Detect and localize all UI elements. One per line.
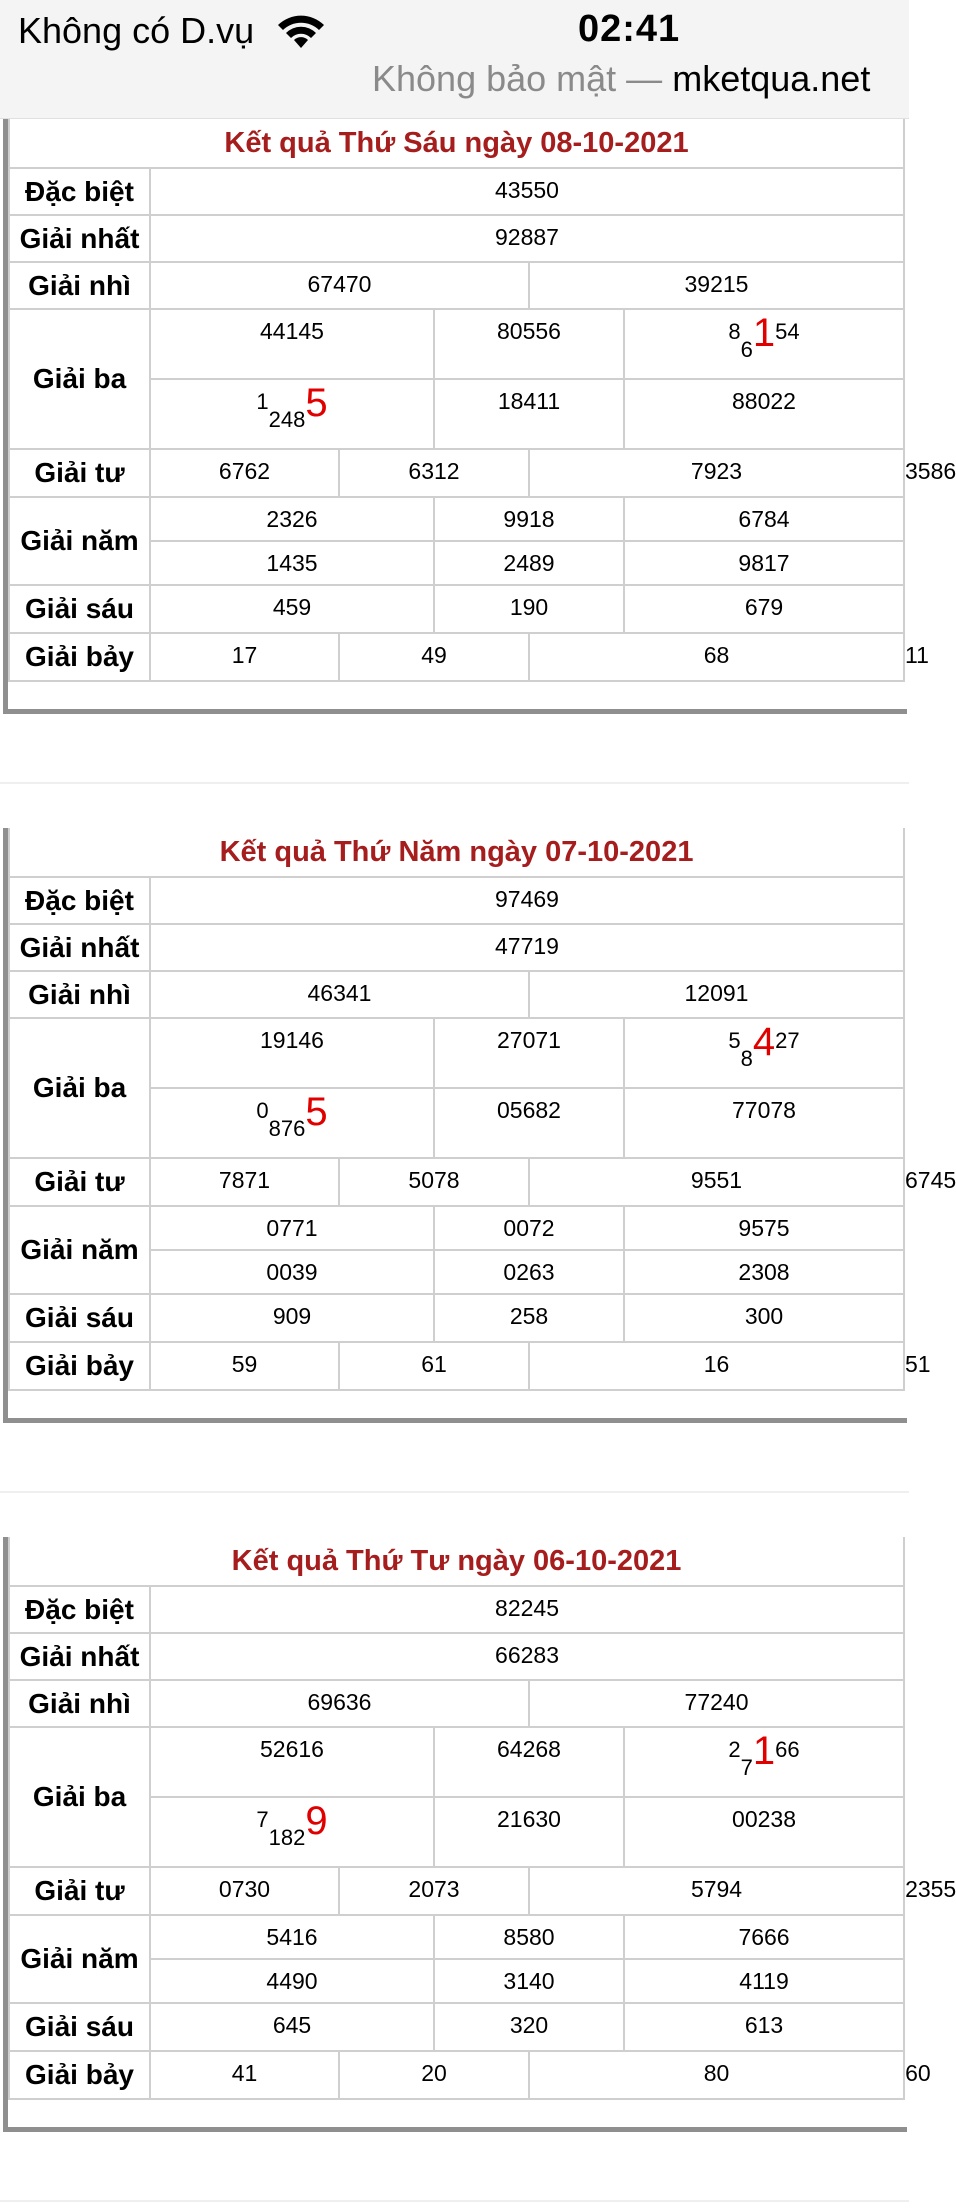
- label-g2: Giải nhì: [9, 262, 150, 309]
- prize-g6: 190: [434, 585, 624, 633]
- prize-g5: 4119: [624, 1959, 904, 2003]
- prize-g3: 27071: [434, 1018, 624, 1088]
- label-db: Đặc biệt: [9, 877, 150, 924]
- prize-g4: 2073: [339, 1867, 529, 1915]
- result-table: Kết quả Thứ Tư ngày 06-10-2021 Đặc biệt 82245 Giải nhất 66283 Giải nhì 69636 77240 Giải ba 52616 64268 27166 71829 21630 00238 Giải tư 0730 2073 5794 2355 Giải năm 5416 8580 7666 4490 3140 4119 Giải sáu 645 320 613 Giải bảy 41 20 80 60: [8, 1537, 905, 2100]
- prize-g5: 9817: [624, 541, 904, 585]
- prize-g7: 61: [339, 1342, 529, 1390]
- prize-g6: 645: [150, 2003, 434, 2051]
- prize-g4: 6312: [339, 449, 529, 497]
- label-g6: Giải sáu: [9, 2003, 150, 2051]
- highlight-digit: 5: [305, 381, 328, 425]
- prize-g7: 80: [529, 2051, 904, 2099]
- label-g5: Giải năm: [9, 497, 150, 585]
- digit: 54: [775, 319, 800, 344]
- prize-g6: 459: [150, 585, 434, 633]
- prize-g5: 4490: [150, 1959, 434, 2003]
- label-g1: Giải nhất: [9, 1633, 150, 1680]
- prize-g4: 0730: [150, 1867, 339, 1915]
- prize-g5: 2326: [150, 497, 434, 541]
- prize-g4: 5794: [529, 1867, 904, 1915]
- prize-g3: 64268: [434, 1727, 624, 1797]
- prize-g5: 0771: [150, 1206, 434, 1250]
- digit: 7: [256, 1807, 269, 1832]
- prize-g4: 6762: [150, 449, 339, 497]
- address-bar[interactable]: [372, 58, 870, 100]
- result-table: Kết quả Thứ Sáu ngày 08-10-2021 Đặc biệt 43550 Giải nhất 92887 Giải nhì 67470 39215 Giải ba 44145 80556 86154 12485 18411 88022 Giải tư 6762 6312 7923 3586 Giải năm 2326 9918 6784 1435 2489 9817 Giải sáu 459 190 679 Giải bảy 17 49 68 11: [8, 119, 905, 682]
- prize-g3: 05682: [434, 1088, 624, 1158]
- label-g7: Giải bảy: [9, 2051, 150, 2099]
- prize-g4: 7871: [150, 1158, 339, 1206]
- label-db: Đặc biệt: [9, 168, 150, 215]
- label-g5: Giải năm: [9, 1915, 150, 2003]
- prize-g2: 12091: [529, 971, 904, 1018]
- security-warning: Không bảo mật —: [372, 58, 663, 99]
- prize-g3-highlight: [150, 1797, 434, 1867]
- prize-g2: 69636: [150, 1680, 529, 1727]
- prize-g5: 0072: [434, 1206, 624, 1250]
- prize-g6: 679: [624, 585, 904, 633]
- prize-g7: 68: [529, 633, 904, 681]
- label-g2: Giải nhì: [9, 971, 150, 1018]
- prize-g3: 19146: [150, 1018, 434, 1088]
- digit: 6: [740, 337, 753, 362]
- result-title: Kết quả Thứ Năm ngày 07-10-2021: [9, 828, 904, 877]
- prize-g3: 21630: [434, 1797, 624, 1867]
- highlight-digit: 4: [752, 1020, 776, 1064]
- section-divider: [0, 1491, 909, 1493]
- label-g5: Giải năm: [9, 1206, 150, 1294]
- prize-g5: 1435: [150, 541, 434, 585]
- digit: 7: [740, 1755, 753, 1780]
- prize-g7: 20: [339, 2051, 529, 2099]
- clock: 02:41: [578, 8, 681, 50]
- prize-db: 82245: [150, 1586, 904, 1633]
- prize-g3: 88022: [624, 379, 904, 449]
- prize-g6: 613: [624, 2003, 904, 2051]
- prize-g2: 77240: [529, 1680, 904, 1727]
- prize-g3-highlight: [150, 1088, 434, 1158]
- highlight-digit: 1: [752, 1729, 776, 1773]
- prize-g5: 6784: [624, 497, 904, 541]
- prize-g1: 66283: [150, 1633, 904, 1680]
- digit: 876: [268, 1116, 306, 1141]
- prize-g3-highlight: [150, 379, 434, 449]
- wifi-icon: [276, 14, 326, 50]
- prize-g3: 18411: [434, 379, 624, 449]
- prize-g4: 5078: [339, 1158, 529, 1206]
- digit: 27: [775, 1028, 800, 1053]
- label-g3: Giải ba: [9, 1727, 150, 1867]
- label-g7: Giải bảy: [9, 633, 150, 681]
- label-g4: Giải tư: [9, 1867, 150, 1915]
- prize-g6: 300: [624, 1294, 904, 1342]
- prize-db: 43550: [150, 168, 904, 215]
- prize-g5: 9575: [624, 1206, 904, 1250]
- prize-g3-highlight: [624, 309, 904, 379]
- prize-g2: 67470: [150, 262, 529, 309]
- highlight-digit: 9: [305, 1799, 328, 1843]
- digit: 2: [728, 1737, 741, 1762]
- prize-g2: 46341: [150, 971, 529, 1018]
- prize-g5: 5416: [150, 1915, 434, 1959]
- prize-g3-highlight: [624, 1727, 904, 1797]
- section-divider: [0, 782, 909, 784]
- prize-g7: 49: [339, 633, 529, 681]
- result-title: Kết quả Thứ Sáu ngày 08-10-2021: [9, 119, 904, 168]
- digit: 66: [775, 1737, 800, 1762]
- prize-g6: 909: [150, 1294, 434, 1342]
- label-db: Đặc biệt: [9, 1586, 150, 1633]
- prize-g6: 258: [434, 1294, 624, 1342]
- prize-g3: 00238: [624, 1797, 904, 1867]
- prize-g5: 0039: [150, 1250, 434, 1294]
- carrier-label: Không có D.vụ: [18, 10, 255, 51]
- status-bar: [0, 0, 909, 119]
- digit: 8: [728, 319, 741, 344]
- section-divider: [0, 2200, 909, 2202]
- highlight-digit: 5: [305, 1090, 328, 1134]
- label-g6: Giải sáu: [9, 585, 150, 633]
- digit: 0: [256, 1098, 269, 1123]
- prize-g7: 41: [150, 2051, 339, 2099]
- prize-g5: 7666: [624, 1915, 904, 1959]
- result-title: Kết quả Thứ Tư ngày 06-10-2021: [9, 1537, 904, 1586]
- label-g4: Giải tư: [9, 449, 150, 497]
- prize-g5: 3140: [434, 1959, 624, 2003]
- label-g1: Giải nhất: [9, 924, 150, 971]
- prize-g5: 9918: [434, 497, 624, 541]
- digit: 5: [728, 1028, 741, 1053]
- prize-g3: 80556: [434, 309, 624, 379]
- prize-g7: 17: [150, 633, 339, 681]
- prize-g1: 47719: [150, 924, 904, 971]
- prize-g5: 2489: [434, 541, 624, 585]
- prize-g3: 44145: [150, 309, 434, 379]
- prize-g7: 59: [150, 1342, 339, 1390]
- prize-g4: 9551: [529, 1158, 904, 1206]
- prize-g5: 2308: [624, 1250, 904, 1294]
- digit: 8: [740, 1046, 753, 1071]
- label-g3: Giải ba: [9, 1018, 150, 1158]
- prize-g5: 0263: [434, 1250, 624, 1294]
- digit: 248: [268, 407, 306, 432]
- prize-g3: 52616: [150, 1727, 434, 1797]
- url-host: mketqua.net: [672, 58, 871, 99]
- prize-g1: 92887: [150, 215, 904, 262]
- prize-g7: 16: [529, 1342, 904, 1390]
- result-table: Kết quả Thứ Năm ngày 07-10-2021 Đặc biệt 97469 Giải nhất 47719 Giải nhì 46341 12091 Giải ba 19146 27071 58427 08765 05682 77078 Giải tư 7871 5078 9551 6745 Giải năm 0771 0072 9575 0039 0263 2308 Giải sáu 909 258 300 Giải bảy 59 61 16 51: [8, 828, 905, 1391]
- label-g2: Giải nhì: [9, 1680, 150, 1727]
- label-g7: Giải bảy: [9, 1342, 150, 1390]
- digit: 1: [256, 389, 269, 414]
- digit: 182: [268, 1825, 306, 1850]
- prize-g3-highlight: [624, 1018, 904, 1088]
- label-g6: Giải sáu: [9, 1294, 150, 1342]
- prize-g4: 7923: [529, 449, 904, 497]
- prize-db: 97469: [150, 877, 904, 924]
- label-g1: Giải nhất: [9, 215, 150, 262]
- label-g4: Giải tư: [9, 1158, 150, 1206]
- prize-g2: 39215: [529, 262, 904, 309]
- prize-g3: 77078: [624, 1088, 904, 1158]
- prize-g5: 8580: [434, 1915, 624, 1959]
- label-g3: Giải ba: [9, 309, 150, 449]
- highlight-digit: 1: [752, 311, 776, 355]
- prize-g6: 320: [434, 2003, 624, 2051]
